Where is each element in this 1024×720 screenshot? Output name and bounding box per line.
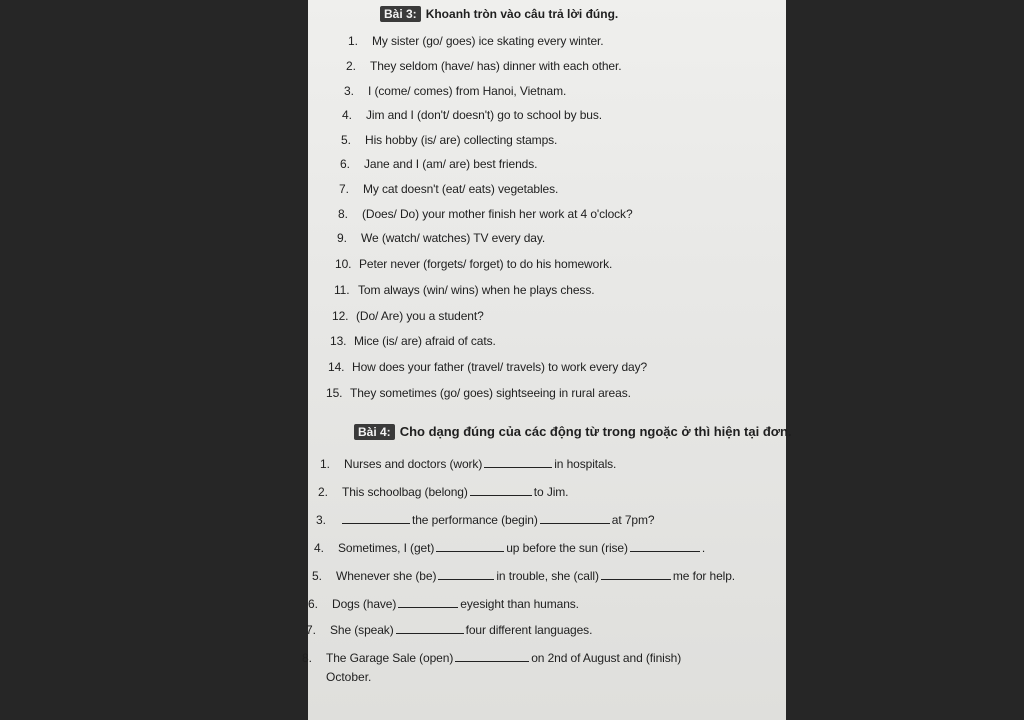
exercise3-item <box>342 108 602 122</box>
item-number: 4. <box>314 541 324 555</box>
item-text-part: up before the sun (rise) <box>506 541 628 555</box>
item-text-part: Sometimes, I (get) <box>338 541 435 555</box>
item-text-part: on 2nd of August and (finish) <box>531 651 682 665</box>
item-number: 2. <box>346 59 356 73</box>
exercise4-item <box>314 540 705 555</box>
exercise4-item <box>320 456 616 471</box>
item-number: 2. <box>318 485 328 499</box>
item-number: 3. <box>344 84 354 98</box>
item-number: 6. <box>308 597 318 611</box>
exercise3-item <box>332 309 484 323</box>
item-text: They seldom (have/ has) dinner with each other. <box>370 59 622 73</box>
exercise3-heading <box>380 6 618 22</box>
item-number: 1. <box>348 34 358 48</box>
item-number: 3. <box>316 513 326 527</box>
item-number: 14. <box>328 360 345 374</box>
item-continuation: October. <box>326 670 372 684</box>
answer-blank[interactable] <box>396 622 464 634</box>
exercise4-item <box>308 596 579 611</box>
item-number: 15. <box>326 386 343 400</box>
exercise4-item <box>302 650 681 665</box>
exercise3-item <box>326 386 631 400</box>
item-text-part: me for help. <box>672 569 736 583</box>
item-text-part: Nurses and doctors (work) <box>344 457 483 471</box>
item-number: 8. <box>302 651 312 665</box>
item-number: 4. <box>342 108 352 122</box>
answer-blank[interactable] <box>484 456 552 468</box>
item-text-part: She (speak) <box>330 623 394 637</box>
item-number: 12. <box>332 309 349 323</box>
exercise3-title: Khoanh tròn vào câu trả lời đúng. <box>425 7 619 21</box>
item-number: 6. <box>340 157 350 171</box>
item-text: My sister (go/ goes) ice skating every winter. <box>372 34 604 48</box>
exercise4-item <box>306 622 592 637</box>
item-number: 7. <box>339 182 349 196</box>
item-text: Tom always (win/ wins) when he plays chess. <box>358 283 595 297</box>
answer-blank[interactable] <box>438 568 494 580</box>
answer-blank[interactable] <box>436 540 504 552</box>
item-text-part: the performance (begin) <box>412 513 538 527</box>
exercise4-badge: Bài 4: <box>354 424 395 440</box>
item-text: Mice (is/ are) afraid of cats. <box>354 334 496 348</box>
item-text-part: in trouble, she (call) <box>496 569 599 583</box>
item-text: His hobby (is/ are) collecting stamps. <box>365 133 558 147</box>
item-number: 5. <box>341 133 351 147</box>
item-text-part: in hospitals. <box>554 457 617 471</box>
exercise3-item <box>341 133 557 147</box>
exercise3-item <box>340 157 537 171</box>
exercise3-item <box>337 231 545 245</box>
item-text: (Do/ Are) you a student? <box>356 309 484 323</box>
item-number: 5. <box>312 569 322 583</box>
item-text-part: at 7pm? <box>611 513 655 527</box>
item-text-part: . <box>701 541 706 555</box>
item-number: 1. <box>320 457 330 471</box>
item-number: 13. <box>330 334 347 348</box>
answer-blank[interactable] <box>455 650 529 662</box>
item-text: Peter never (forgets/ forget) to do his homework. <box>359 257 613 271</box>
exercise3-item <box>334 283 594 297</box>
item-text: We (watch/ watches) TV every day. <box>361 231 546 245</box>
item-text-part: Whenever she (be) <box>336 569 437 583</box>
worksheet-page <box>302 0 792 720</box>
answer-blank[interactable] <box>540 512 610 524</box>
exercise3-badge: Bài 3: <box>380 6 421 22</box>
item-number: 7. <box>306 623 316 637</box>
item-text: (Does/ Do) your mother finish her work at 4 o'clock? <box>362 207 633 221</box>
item-text: I (come/ comes) from Hanoi, Vietnam. <box>368 84 567 98</box>
item-text-part: to Jim. <box>533 485 569 499</box>
item-text-part: eyesight than humans. <box>460 597 579 611</box>
exercise3-item <box>344 84 566 98</box>
item-text-part: The Garage Sale (open) <box>326 651 454 665</box>
exercise3-item <box>348 34 604 48</box>
item-number: 8. <box>338 207 348 221</box>
answer-blank[interactable] <box>601 568 671 580</box>
item-text-part: This schoolbag (belong) <box>342 485 468 499</box>
exercise4-title: Cho dạng đúng của các động từ trong ngoặc ở thì hiện tại đơn. <box>399 424 792 439</box>
exercise4-heading <box>354 424 792 440</box>
item-text: How does your father (travel/ travels) to work every day? <box>352 360 648 374</box>
exercise4-item <box>316 512 654 527</box>
item-text: My cat doesn't (eat/ eats) vegetables. <box>363 182 559 196</box>
answer-blank[interactable] <box>630 540 700 552</box>
exercise3-item <box>330 334 496 348</box>
item-number: 11. <box>334 283 350 297</box>
item-number: 10. <box>335 257 352 271</box>
exercise3-item <box>346 59 621 73</box>
item-number: 9. <box>337 231 347 245</box>
exercise3-item <box>328 360 647 374</box>
exercise3-item <box>335 257 612 271</box>
exercise3-item <box>339 182 558 196</box>
item-text-part: Dogs (have) <box>332 597 397 611</box>
exercise3-item <box>338 207 633 221</box>
item-text-part: four different languages. <box>465 623 593 637</box>
answer-blank[interactable] <box>342 512 410 524</box>
item-text: They sometimes (go/ goes) sightseeing in rural areas. <box>350 386 631 400</box>
answer-blank[interactable] <box>398 596 458 608</box>
answer-blank[interactable] <box>470 484 532 496</box>
exercise4-item <box>312 568 735 583</box>
exercise4-item <box>318 484 568 499</box>
item-text: Jim and I (don't/ doesn't) go to school by bus. <box>366 108 603 122</box>
item-text: Jane and I (am/ are) best friends. <box>364 157 538 171</box>
